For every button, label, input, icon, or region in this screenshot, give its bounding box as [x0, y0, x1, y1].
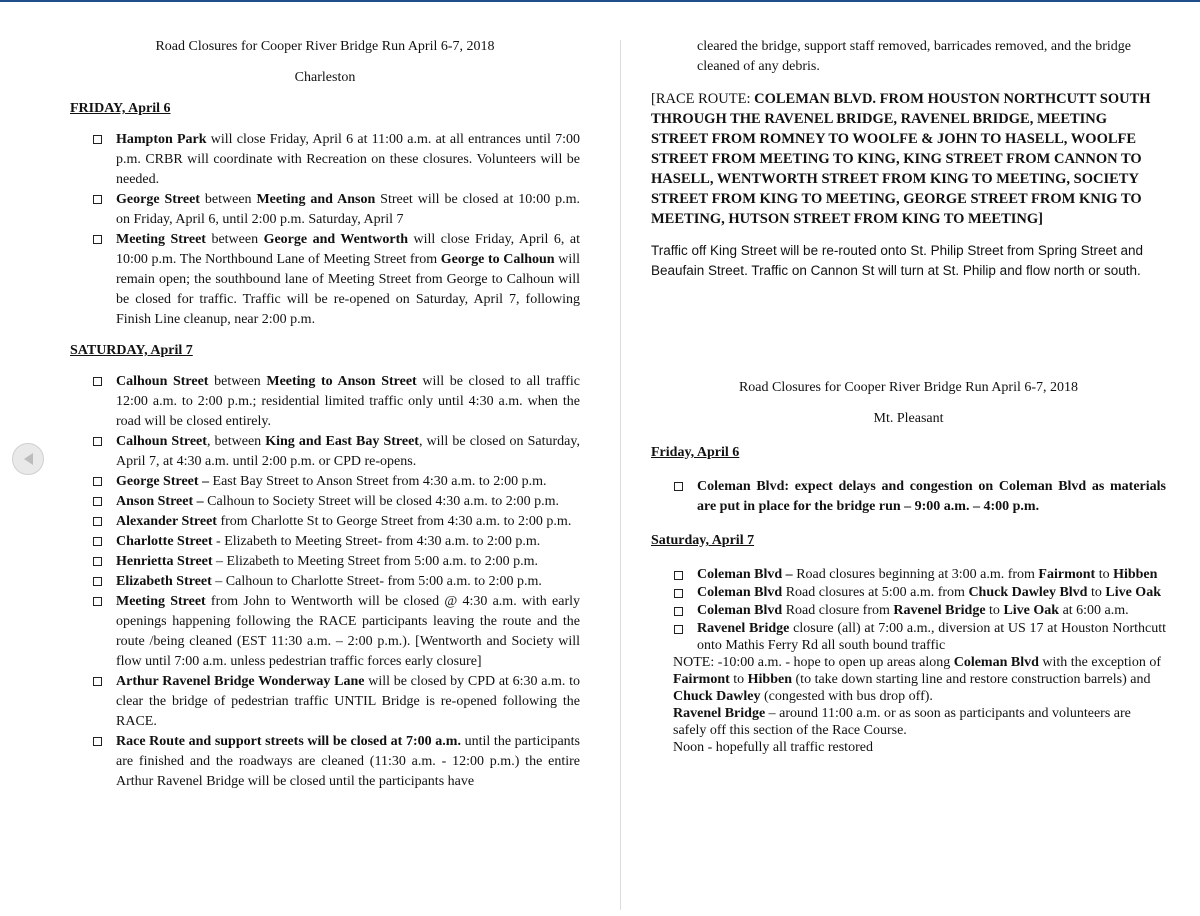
- saturday-list: [70, 372, 580, 792]
- friday-heading: Friday, April 6: [651, 445, 740, 460]
- charleston-subtitle: Charleston: [294, 70, 356, 85]
- race-route-block: [651, 89, 1166, 229]
- list-item: Meeting Street between George and Wentworth will close Friday, April 6, at 10:00 p.m. The Northbound Lane of Meeting Street from George to Calhoun will remain open; the southbound lane of Meeting Street from George to Calhoun will be closed for traffic. Traffic will be re-opened on Saturday, April 7, following Finish Line cleanup, near 2:00 p.m.: [70, 230, 580, 330]
- race-route-label: [RACE ROUTE:: [651, 91, 751, 107]
- previous-page-button[interactable]: [12, 443, 44, 475]
- checkbox-icon: [674, 571, 683, 580]
- list-item: Race Route and support streets will be closed at 7:00 a.m. until the participants are finished and the roadways are cleaned (11:30 a.m. - 12:00 p.m.) the entire Arthur Ravenel Bridge will be closed until the participants have: [70, 732, 580, 792]
- checkbox-icon: [674, 482, 683, 491]
- saturday-heading: Saturday, April 7: [651, 533, 755, 548]
- mt-pleasant-subtitle: Mt. Pleasant: [873, 411, 944, 426]
- friday-list: [651, 477, 1166, 517]
- list-item: Meeting Street from John to Wentworth will be closed @ 4:30 a.m. with early openings happening following the RACE participants leaving the route and the route /being cleaned (EST 11:30 a.m. – 2:00 p.m.). [Wentworth and Society will flow until 7:00 a.m. unless pedestrian traffic forces early closure]: [70, 592, 580, 672]
- continuation-text: cleared the bridge, support staff removed, barricades removed, and the bridge cleaned of any debris.: [697, 39, 1131, 74]
- noon-note: Noon - hopefully all traffic restored: [673, 740, 873, 755]
- checkbox-icon: [93, 737, 102, 746]
- list-item: Anson Street – Calhoun to Society Street will be closed 4:30 a.m. to 2:00 p.m.: [70, 492, 580, 512]
- list-item: Coleman Blvd – Road closures beginning at 3:00 a.m. from Fairmont to Hibben: [651, 566, 1166, 583]
- list-item: Hampton Park will close Friday, April 6 at 11:00 a.m. at all entrances until 7:00 p.m. CRBR will coordinate with Recreation on these closures. Volunteers will be needed.: [70, 130, 580, 190]
- checkbox-icon: [93, 235, 102, 244]
- list-item: Coleman Blvd Road closure from Ravenel Bridge to Live Oak at 6:00 a.m.: [651, 602, 1166, 619]
- checkbox-icon: [93, 135, 102, 144]
- list-item: George Street between Meeting and Anson Street will be closed at 10:00 p.m. on Friday, April 6, until 2:00 p.m. Saturday, April 7: [70, 190, 580, 230]
- checkbox-icon: [674, 607, 683, 616]
- friday-list: [70, 130, 580, 330]
- list-item: Henrietta Street – Elizabeth to Meeting Street from 5:00 a.m. to 2:00 p.m.: [70, 552, 580, 572]
- charleston-page: [70, 37, 580, 792]
- list-item: Elizabeth Street – Calhoun to Charlotte Street- from 5:00 a.m. to 2:00 p.m.: [70, 572, 580, 592]
- list-item: Arthur Ravenel Bridge Wonderway Lane will be closed by CPD at 6:30 a.m. to clear the bridge of pedestrian traffic UNTIL Bridge is re-opened following the RACE.: [70, 672, 580, 732]
- note-paragraph: NOTE: -10:00 a.m. - hope to open up areas along Coleman Blvd with the exception of Fairmont to Hibben (to take down starting line and restore construction barrels) and Chuck Dawley (congested with bus drop off).: [673, 655, 1161, 704]
- list-item: Alexander Street from Charlotte St to George Street from 4:30 a.m. to 2:00 p.m.: [70, 512, 580, 532]
- list-item: George Street – East Bay Street to Anson Street from 4:30 a.m. to 2:00 p.m.: [70, 472, 580, 492]
- race-route-text: COLEMAN BLVD. FROM HOUSTON NORTHCUTT SOUTH THROUGH THE RAVENEL BRIDGE, RAVENEL BRIDGE, MEETING STREET FROM ROMNEY TO WOOLFE & JOHN TO HASELL, WOOLFE STREET FROM MEETING TO KING, KING STREET FROM CANNON TO HASELL, WENTWORTH STREET FROM KING TO MEETING, SOCIETY STREET FROM KING TO MEETING, GEORGE STREET FROM KNIG TO MEETING, HUTSON STREET FROM KING TO MEETING]: [651, 91, 1151, 227]
- checkbox-icon: [93, 437, 102, 446]
- checkbox-icon: [93, 677, 102, 686]
- checkbox-icon: [93, 597, 102, 606]
- chevron-left-icon: [22, 452, 34, 466]
- checkbox-icon: [674, 625, 683, 634]
- top-border: [0, 0, 1200, 2]
- list-item: Calhoun Street, between King and East Bay Street, will be closed on Saturday, April 7, at 4:30 a.m. until 2:00 p.m. or CPD re-opens.: [70, 432, 580, 472]
- list-item: Calhoun Street between Meeting to Anson Street will be closed to all traffic 12:00 a.m. to 2:00 p.m.; residential limited traffic only until 4:30 a.m. when the road will be closed entirely.: [70, 372, 580, 432]
- traffic-note: Traffic off King Street will be re-routed onto St. Philip Street from Spring Street and Beaufain Street. Traffic on Cannon St will turn at St. Philip and flow north or south.: [651, 243, 1143, 278]
- list-item: Coleman Blvd Road closures at 5:00 a.m. from Chuck Dawley Blvd to Live Oak: [651, 584, 1166, 601]
- checkbox-icon: [93, 517, 102, 526]
- list-item: Ravenel Bridge closure (all) at 7:00 a.m., diversion at US 17 at Houston Northcutt onto Mathis Ferry Rd all south bound traffic: [651, 620, 1166, 654]
- checkbox-icon: [93, 497, 102, 506]
- checkbox-icon: [93, 477, 102, 486]
- list-item: Charlotte Street - Elizabeth to Meeting Street- from 4:30 a.m. to 2:00 p.m.: [70, 532, 580, 552]
- checkbox-icon: [93, 537, 102, 546]
- checkbox-icon: [93, 557, 102, 566]
- charleston-title: Road Closures for Cooper River Bridge Run April 6-7, 2018: [155, 39, 495, 54]
- ravenel-note: Ravenel Bridge – around 11:00 a.m. or as soon as participants and volunteers are safely off this section of the Race Course.: [673, 706, 1131, 738]
- friday-heading: FRIDAY, April 6: [70, 101, 171, 116]
- saturday-list: [651, 566, 1166, 654]
- mt-pleasant-title: Road Closures for Cooper River Bridge Run April 6-7, 2018: [738, 380, 1079, 395]
- page-divider: [620, 40, 621, 910]
- checkbox-icon: [93, 195, 102, 204]
- checkbox-icon: [93, 377, 102, 386]
- checkbox-icon: [674, 589, 683, 598]
- saturday-heading: SATURDAY, April 7: [70, 343, 193, 358]
- mt-pleasant-page: [651, 37, 1166, 756]
- checkbox-icon: [93, 577, 102, 586]
- list-item: Coleman Blvd: expect delays and congestion on Coleman Blvd as materials are put in place for the bridge run – 9:00 a.m. – 4:00 p.m.: [651, 477, 1166, 517]
